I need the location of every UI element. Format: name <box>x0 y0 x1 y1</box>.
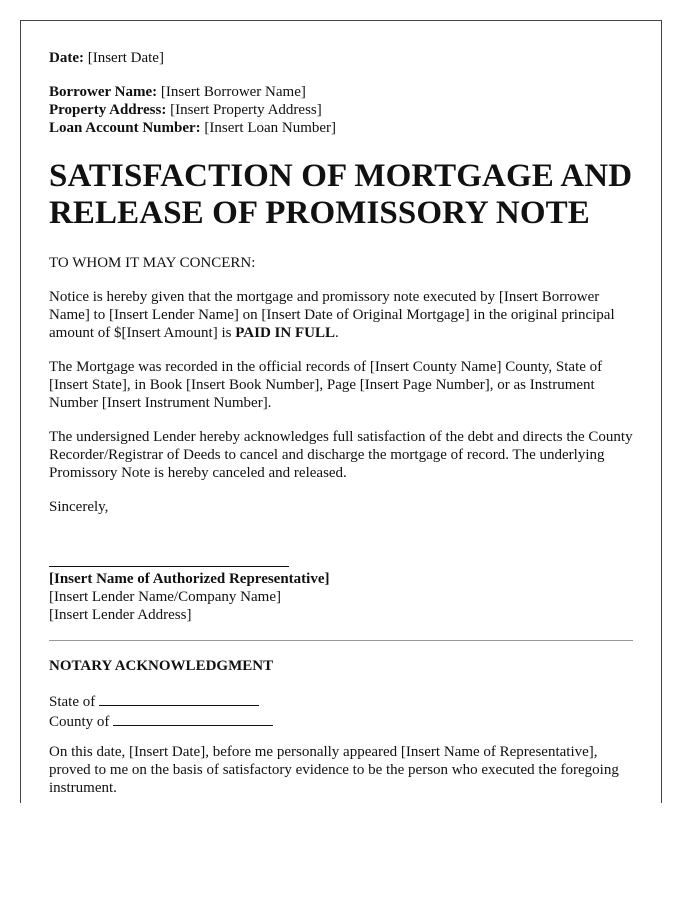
signature-line <box>49 566 289 567</box>
county-blank <box>113 711 273 726</box>
loan-value: [Insert Loan Number] <box>204 120 337 136</box>
signature-block <box>49 570 635 624</box>
closing: Sincerely, <box>49 499 109 515</box>
loan-line <box>49 119 635 137</box>
section-divider <box>49 640 633 641</box>
state-label: State of <box>49 694 96 710</box>
paragraph-2: The Mortgage was recorded in the official records of [Insert County Name] County, State of [Insert State], in Book [Insert Book Number], Page [Insert Page Number], or as Instrument Number [Insert Instrument Number]. <box>49 359 603 411</box>
date-label: Date: <box>49 50 84 66</box>
title-line-1: SATISFACTION OF MORTGAGE AND <box>49 158 633 194</box>
salutation: TO WHOM IT MAY CONCERN: <box>49 255 256 271</box>
date-value: [Insert Date] <box>87 50 164 66</box>
lender-company: [Insert Lender Name/Company Name] <box>49 589 281 605</box>
title-line-2: RELEASE OF PROMISSORY NOTE <box>49 195 590 231</box>
property-value: [Insert Property Address] <box>170 102 322 118</box>
state-blank <box>99 691 259 706</box>
loan-label: Loan Account Number: <box>49 120 201 136</box>
county-label: County of <box>49 714 110 730</box>
date-line <box>49 49 635 67</box>
document-title <box>49 158 635 232</box>
notary-heading-text: NOTARY ACKNOWLEDGMENT <box>49 658 274 674</box>
borrower-line <box>49 83 635 101</box>
notary-venue <box>49 691 635 731</box>
lender-address: [Insert Lender Address] <box>49 607 192 623</box>
county-line <box>49 711 635 731</box>
borrower-label: Borrower Name: <box>49 84 158 100</box>
property-label: Property Address: <box>49 102 167 118</box>
paragraph-1 <box>49 288 635 342</box>
paragraph-1-end: . <box>334 325 339 341</box>
representative-name: [Insert Name of Authorized Representative] <box>49 571 330 587</box>
paragraph-1-text: Notice is hereby given that the mortgage and promissory note executed by [Insert Borrower Name] to [Insert Lender Name] on [Insert Date of Original Mortgage] in the original principal amount of $[Insert Amount] is <box>49 289 615 341</box>
info-block <box>49 83 635 137</box>
property-line <box>49 101 635 119</box>
notary-paragraph: On this date, [Insert Date], before me personally appeared [Insert Name of Representative], proved to me on the basis of satisfactory evidence to be the person who executed the foregoing instrument. <box>49 744 619 796</box>
notary-heading <box>49 657 635 675</box>
borrower-value: [Insert Borrower Name] <box>160 84 306 100</box>
state-line <box>49 691 635 711</box>
paid-in-full: PAID IN FULL <box>235 325 335 341</box>
paragraph-3: The undersigned Lender hereby acknowledges full satisfaction of the debt and directs the County Recorder/Registrar of Deeds to cancel and discharge the mortgage of record. The underlying Promissory Note is hereby canceled and released. <box>49 429 633 481</box>
